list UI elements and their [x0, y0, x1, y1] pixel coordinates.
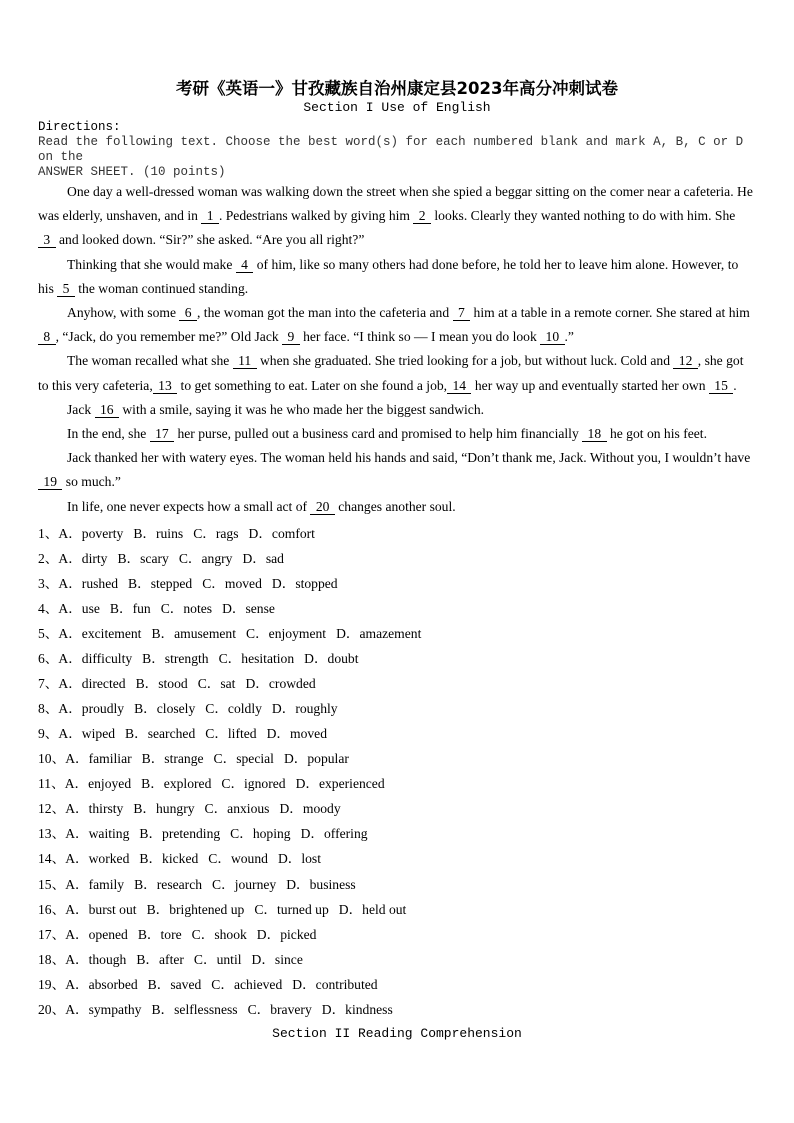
answer-option-c[interactable]: C．sat: [197, 676, 236, 692]
blank-17: 17: [151, 426, 173, 442]
passage-paragraph: [38, 349, 756, 397]
blank-15: 15: [710, 377, 732, 393]
blank-20: 20: [312, 498, 333, 514]
answer-option-a[interactable]: A．opened: [65, 926, 128, 942]
passage-text: Anyhow, with some: [67, 305, 180, 321]
answer-option-a[interactable]: A．excitement: [58, 626, 142, 642]
question-row: [38, 821, 756, 846]
answer-option-d[interactable]: D．comfort: [248, 525, 315, 541]
question-row: [38, 846, 756, 871]
answer-option-c[interactable]: C．turned up: [254, 901, 329, 917]
answer-option-a[interactable]: A．sympathy: [65, 1001, 142, 1017]
question-number: 3、: [38, 575, 59, 591]
question-number: 4、: [38, 600, 59, 616]
answer-option-b[interactable]: B．amusement: [151, 626, 237, 642]
answer-option-a[interactable]: A．absorbed: [65, 976, 138, 992]
passage-text: looks. Clearly they wanted nothing to do with him. She: [430, 208, 736, 224]
passage-paragraph: [38, 253, 756, 301]
answer-option-c[interactable]: C．achieved: [211, 976, 283, 992]
answer-option-b[interactable]: B．brightened up: [146, 901, 245, 917]
answer-option-a[interactable]: A．thirsty: [65, 801, 124, 817]
passage-text: Jack: [67, 401, 95, 417]
passage-text: when she graduated. She tried looking for a job, but without luck. Cold and: [256, 353, 674, 369]
passage-paragraph: [38, 422, 756, 446]
answer-option-c[interactable]: C．shook: [191, 926, 247, 942]
passage-text: her face. “I think so — I mean you do look: [299, 329, 541, 345]
passage-text: so much.”: [62, 474, 121, 490]
answer-option-c[interactable]: C．hoping: [230, 826, 291, 842]
question-row: [38, 646, 756, 671]
answer-option-c[interactable]: C．coldly: [205, 701, 262, 717]
answer-option-b[interactable]: B．tore: [137, 926, 182, 942]
answer-option-a[interactable]: A．waiting: [65, 826, 130, 842]
answer-option-d[interactable]: D．offering: [300, 826, 368, 842]
passage-text: , “Jack, do you remember me?” Old Jack: [55, 329, 283, 345]
answer-option-b[interactable]: B．closely: [134, 701, 196, 717]
answer-option-b[interactable]: B．scary: [117, 550, 169, 566]
question-number: 13、: [38, 826, 66, 842]
answer-option-d[interactable]: D．lost: [277, 851, 322, 867]
answer-option-a[interactable]: A．familiar: [65, 751, 132, 767]
question-row: [38, 872, 756, 897]
question-number: 7、: [38, 676, 59, 692]
answer-option-c[interactable]: C．ignored: [221, 776, 286, 792]
question-row: [38, 796, 756, 821]
answer-option-a[interactable]: A．worked: [65, 851, 130, 867]
answer-option-c[interactable]: C．notes: [160, 600, 213, 616]
answer-option-b[interactable]: B．explored: [141, 776, 212, 792]
answer-option-a[interactable]: A．family: [65, 876, 125, 892]
question-number: 19、: [38, 976, 66, 992]
question-number: 1、: [38, 525, 59, 541]
question-number: 17、: [38, 926, 66, 942]
answer-option-c[interactable]: C．angry: [178, 550, 233, 566]
question-number: 12、: [38, 801, 66, 817]
question-row: [38, 546, 756, 571]
answer-option-d[interactable]: D．doubt: [304, 651, 359, 667]
directions-label: Directions:: [38, 120, 121, 134]
blank-2: 2: [415, 208, 429, 224]
question-row: [38, 997, 756, 1022]
blank-16: 16: [96, 401, 117, 417]
passage-text: him at a table in a remote corner. She stared at him: [470, 305, 750, 321]
answer-option-a[interactable]: A．difficulty: [58, 651, 133, 667]
passage-text: to get something to eat. Later on she found a job,: [177, 377, 448, 393]
answer-option-b[interactable]: B．hungry: [133, 801, 195, 817]
passage-text: Jack thanked her with watery eyes. The woman held his hands and said, “Don’t thank me, Jack. Without you, I wouldn’t have: [67, 450, 751, 466]
answer-option-b[interactable]: B．stepped: [128, 575, 193, 591]
directions-line-1: Read the following text. Choose the best word(s) for each numbered blank and mark A, B, C or D on the: [38, 135, 744, 164]
blank-1: 1: [203, 208, 217, 224]
question-number: 10、: [38, 751, 66, 767]
question-number: 11、: [38, 776, 65, 792]
answer-option-c[interactable]: C．rags: [193, 525, 239, 541]
passage-text: her way up and eventually started her own: [471, 377, 709, 393]
question-number: 9、: [38, 726, 59, 742]
question-list: [38, 521, 756, 1022]
passage-text: of him, like so many others had done before, he told her to leave him alone. However, to his: [38, 256, 739, 296]
answer-option-d[interactable]: D．since: [251, 951, 303, 967]
answer-option-b[interactable]: B．saved: [147, 976, 202, 992]
answer-option-d[interactable]: D．picked: [256, 926, 317, 942]
blank-3: 3: [40, 232, 54, 248]
exam-page: [38, 78, 756, 1042]
passage-text: the woman continued standing.: [74, 280, 249, 296]
passage-text: Thinking that she would make: [67, 256, 236, 272]
blank-12: 12: [675, 353, 696, 369]
passage-paragraph: [38, 398, 756, 422]
answer-option-b[interactable]: B．pretending: [139, 826, 221, 842]
answer-option-d[interactable]: D．popular: [283, 751, 349, 767]
blank-4: 4: [237, 256, 252, 272]
passage-paragraph: [38, 301, 756, 349]
question-number: 20、: [38, 1001, 66, 1017]
blank-9: 9: [284, 329, 298, 345]
answer-option-a[interactable]: A．enjoyed: [64, 776, 132, 792]
blank-6: 6: [181, 305, 195, 321]
exam-title: 考研《英语一》甘孜藏族自治州康定县2023年高分冲刺试卷: [176, 79, 618, 98]
passage-text: with a smile, saying it was he who made her the biggest sandwich.: [118, 401, 485, 417]
question-number: 16、: [38, 901, 66, 917]
question-row: [38, 671, 756, 696]
answer-option-d[interactable]: D．moody: [279, 801, 341, 817]
blank-10: 10: [542, 329, 563, 345]
question-row: [38, 746, 756, 771]
answer-option-d[interactable]: D．stopped: [271, 575, 338, 591]
question-number: 8、: [38, 701, 59, 717]
passage-paragraph: [38, 446, 756, 494]
passage-text: In life, one never expects how a small act of: [67, 498, 311, 514]
answer-option-b[interactable]: B．after: [136, 951, 184, 967]
answer-option-b[interactable]: B．strength: [142, 651, 209, 667]
question-row: [38, 721, 756, 746]
answer-option-b[interactable]: B．ruins: [133, 525, 184, 541]
question-number: 6、: [38, 651, 59, 667]
answer-option-a[interactable]: A．proudly: [58, 701, 125, 717]
answer-option-c[interactable]: C．hesitation: [218, 651, 295, 667]
answer-option-d[interactable]: D．experienced: [295, 776, 385, 792]
answer-option-a[interactable]: A．poverty: [58, 525, 124, 541]
blank-7: 7: [454, 305, 469, 321]
section-two-heading: Section II Reading Comprehension: [272, 1025, 522, 1041]
answer-option-a[interactable]: A．wiped: [58, 726, 116, 742]
answer-option-b[interactable]: B．fun: [109, 600, 151, 616]
passage-text: , she got to this very cafeteria,: [38, 353, 744, 393]
passage-text: he got on his feet.: [606, 426, 707, 442]
passage-text: .”: [564, 329, 574, 345]
answer-option-b[interactable]: B．stood: [135, 676, 188, 692]
question-row: [38, 521, 756, 546]
question-row: [38, 972, 756, 997]
directions-line-2: ANSWER SHEET. (10 points): [38, 165, 226, 179]
passage-text: .: [733, 377, 737, 393]
answer-option-d[interactable]: D．held out: [338, 901, 407, 917]
answer-option-c[interactable]: C．moved: [202, 575, 262, 591]
answer-option-b[interactable]: B．research: [134, 876, 203, 892]
passage-text: changes another soul.: [334, 498, 456, 514]
blank-19: 19: [40, 474, 61, 490]
answer-option-c[interactable]: C．wound: [208, 851, 268, 867]
blank-11: 11: [234, 353, 255, 369]
answer-option-d[interactable]: D．contributed: [292, 976, 378, 992]
answer-option-b[interactable]: B．strange: [141, 751, 204, 767]
answer-option-d[interactable]: D．amazement: [336, 626, 422, 642]
blank-18: 18: [584, 426, 605, 442]
question-row: [38, 621, 756, 646]
answer-option-a[interactable]: A．rushed: [58, 575, 119, 591]
passage-text: and looked down. “Sir?” she asked. “Are you all right?”: [55, 232, 365, 248]
passage-text: , the woman got the man into the cafeteria and: [197, 305, 453, 321]
answer-option-c[interactable]: C．journey: [212, 876, 277, 892]
question-row: [38, 696, 756, 721]
answer-option-a[interactable]: A．use: [58, 600, 100, 616]
passage-text: her purse, pulled out a business card and promised to help him financially: [174, 426, 583, 442]
answer-option-a[interactable]: A．though: [65, 951, 127, 967]
passage-text: In the end, she: [67, 426, 150, 442]
question-row: [38, 596, 756, 621]
answer-option-c[interactable]: C．anxious: [204, 801, 270, 817]
answer-option-a[interactable]: A．burst out: [65, 901, 137, 917]
answer-option-c[interactable]: C．bravery: [247, 1001, 312, 1017]
answer-option-a[interactable]: A．directed: [58, 676, 126, 692]
question-number: 5、: [38, 626, 59, 642]
answer-option-c[interactable]: C．until: [193, 951, 242, 967]
passage-text: The woman recalled what she: [67, 353, 233, 369]
blank-13: 13: [154, 377, 176, 393]
answer-option-d[interactable]: D．sense: [222, 600, 275, 616]
section-one-heading: Section I Use of English: [303, 100, 491, 115]
answer-option-d[interactable]: D．kindness: [321, 1001, 393, 1017]
question-number: 18、: [38, 951, 66, 967]
passage-text: . Pedestrians walked by giving him: [218, 208, 414, 224]
blank-5: 5: [59, 280, 73, 296]
answer-option-d[interactable]: D．crowded: [245, 676, 316, 692]
question-row: [38, 897, 756, 922]
answer-option-b[interactable]: B．selflessness: [151, 1001, 238, 1017]
passage-text: One day a well-dressed woman was walking down the street when she spied a beggar sitting on the comer near a cafeteria. He was elderly, unshaven, and in: [38, 184, 753, 224]
passage-paragraph: [38, 495, 756, 519]
answer-option-d[interactable]: D．sad: [242, 550, 284, 566]
answer-option-b[interactable]: B．kicked: [139, 851, 199, 867]
answer-option-d[interactable]: D．moved: [266, 726, 328, 742]
answer-option-d[interactable]: D．roughly: [271, 701, 338, 717]
question-number: 14、: [38, 851, 66, 867]
blank-14: 14: [449, 377, 470, 393]
answer-option-c[interactable]: C．special: [213, 751, 274, 767]
question-row: [38, 947, 756, 972]
answer-option-d[interactable]: D．business: [286, 876, 356, 892]
question-row: [38, 922, 756, 947]
answer-option-c[interactable]: C．enjoyment: [246, 626, 327, 642]
answer-option-b[interactable]: B．searched: [125, 726, 196, 742]
question-number: 2、: [38, 550, 59, 566]
blank-8: 8: [40, 329, 54, 345]
question-row: [38, 771, 756, 796]
passage-paragraph: [38, 180, 756, 253]
answer-option-c[interactable]: C．lifted: [205, 726, 257, 742]
cloze-passage: [38, 180, 756, 519]
question-number: 15、: [38, 876, 66, 892]
question-row: [38, 571, 756, 596]
answer-option-a[interactable]: A．dirty: [58, 550, 108, 566]
